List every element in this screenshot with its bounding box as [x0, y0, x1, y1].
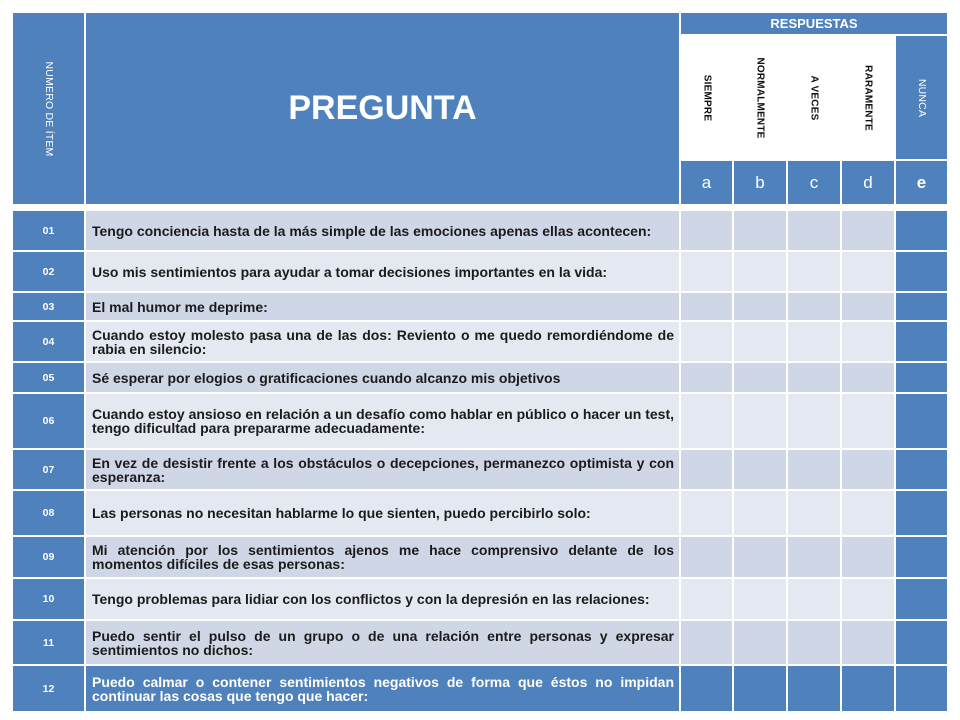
- question-text-label: Mi atención por los sentimientos ajenos me hace comprensivo delante de los momentos difíciles de esas personas:: [92, 542, 674, 572]
- answer-cell-nunca[interactable]: [895, 321, 948, 362]
- question-text-label: En vez de desistir frente a los obstáculos o decepciones, permanezco optimista y con esperanza:: [92, 454, 674, 485]
- answer-cell-nunca[interactable]: [895, 210, 948, 251]
- item-number-header: [12, 12, 85, 205]
- answer-cell-raramente[interactable]: [841, 321, 895, 362]
- question-text-label: Sé esperar por elogios o gratificaciones cuando alcanzo mis objetivos: [92, 369, 561, 386]
- question-text-label: Uso mis sentimientos para ayudar a tomar decisiones importantes en la vida:: [92, 263, 608, 280]
- answer-cell-nunca[interactable]: [895, 292, 948, 321]
- item-number: 09: [12, 536, 85, 578]
- question-text: [85, 393, 680, 449]
- answer-cell-siempre[interactable]: [680, 251, 733, 292]
- question-text-label: Tengo conciencia hasta de la más simple de las emociones apenas ellas acontecen:: [92, 222, 652, 239]
- answer-cell-a-veces[interactable]: [787, 536, 841, 578]
- answer-cell-normalmente[interactable]: [733, 490, 787, 536]
- letter-e: e: [895, 160, 948, 205]
- answer-cell-a-veces[interactable]: [787, 251, 841, 292]
- answer-cell-a-veces[interactable]: [787, 449, 841, 490]
- option-normalmente-header: [733, 35, 787, 160]
- answer-cell-normalmente[interactable]: [733, 292, 787, 321]
- answer-cell-nunca[interactable]: [895, 449, 948, 490]
- item-number-header-label: NUMERO DE ÍTEM: [42, 61, 55, 156]
- answer-cell-raramente[interactable]: [841, 536, 895, 578]
- option-siempre-header: [680, 35, 733, 160]
- answer-cell-a-veces[interactable]: [787, 665, 841, 712]
- answer-cell-a-veces[interactable]: [787, 490, 841, 536]
- answer-cell-raramente[interactable]: [841, 449, 895, 490]
- answer-cell-siempre[interactable]: [680, 536, 733, 578]
- answer-cell-normalmente[interactable]: [733, 578, 787, 620]
- answer-cell-siempre[interactable]: [680, 665, 733, 712]
- answer-cell-raramente[interactable]: [841, 251, 895, 292]
- option-normalmente-label: NORMALMENTE: [754, 56, 766, 139]
- option-nunca-header: [895, 35, 948, 160]
- answer-cell-nunca[interactable]: [895, 490, 948, 536]
- answer-cell-siempre[interactable]: [680, 620, 733, 665]
- answer-cell-raramente[interactable]: [841, 620, 895, 665]
- question-text-label: Tengo problemas para lidiar con los conflictos y con la depresión en las relaciones:: [92, 591, 650, 607]
- question-text-label: El mal humor me deprime:: [92, 298, 268, 315]
- question-text: [85, 490, 680, 536]
- question-text: [85, 362, 680, 393]
- answer-cell-siempre[interactable]: [680, 490, 733, 536]
- option-siempre-label: SIEMPRE: [701, 74, 712, 121]
- answer-cell-a-veces[interactable]: [787, 578, 841, 620]
- question-text: [85, 536, 680, 578]
- answer-cell-normalmente[interactable]: [733, 393, 787, 449]
- answer-cell-normalmente[interactable]: [733, 210, 787, 251]
- answer-cell-siempre[interactable]: [680, 210, 733, 251]
- answer-cell-nunca[interactable]: [895, 620, 948, 665]
- question-text-label: Cuando estoy molesto pasa una de las dos: Reviento o me quedo remordiéndome de rabia en silencio:: [92, 326, 674, 357]
- item-number: 04: [12, 321, 85, 362]
- answer-cell-a-veces[interactable]: [787, 362, 841, 393]
- answer-cell-a-veces[interactable]: [787, 393, 841, 449]
- answer-cell-raramente[interactable]: [841, 490, 895, 536]
- answer-cell-a-veces[interactable]: [787, 210, 841, 251]
- question-text: [85, 210, 680, 251]
- letter-a: a: [680, 160, 733, 205]
- answer-cell-raramente[interactable]: [841, 210, 895, 251]
- option-a-veces-header: [787, 35, 841, 160]
- item-number: 01: [12, 210, 85, 251]
- question-text: [85, 449, 680, 490]
- question-text: [85, 665, 680, 712]
- answer-cell-nunca[interactable]: [895, 665, 948, 712]
- answer-cell-siempre[interactable]: [680, 292, 733, 321]
- answer-cell-nunca[interactable]: [895, 536, 948, 578]
- question-text-label: Puedo calmar o contener sentimientos negativos de forma que éstos no impidan continuar las cosas que tengo que hacer:: [92, 673, 674, 704]
- item-number: 06: [12, 393, 85, 449]
- question-text: [85, 578, 680, 620]
- answer-cell-siempre[interactable]: [680, 578, 733, 620]
- responses-header-label: RESPUESTAS: [770, 16, 858, 31]
- answer-cell-nunca[interactable]: [895, 393, 948, 449]
- answer-cell-a-veces[interactable]: [787, 292, 841, 321]
- answer-cell-a-veces[interactable]: [787, 321, 841, 362]
- letter-b: b: [733, 160, 787, 205]
- responses-header: [680, 12, 948, 35]
- answer-cell-a-veces[interactable]: [787, 620, 841, 665]
- item-number: 10: [12, 578, 85, 620]
- question-text: [85, 251, 680, 292]
- option-a-veces-label: A VECES: [808, 75, 820, 120]
- letter-d: d: [841, 160, 895, 205]
- answer-cell-raramente[interactable]: [841, 393, 895, 449]
- answer-cell-raramente[interactable]: [841, 292, 895, 321]
- answer-cell-nunca[interactable]: [895, 578, 948, 620]
- item-number: 02: [12, 251, 85, 292]
- answer-cell-siempre[interactable]: [680, 449, 733, 490]
- question-header: [85, 12, 680, 205]
- item-number: 11: [12, 620, 85, 665]
- answer-cell-siempre[interactable]: [680, 321, 733, 362]
- item-number: 08: [12, 490, 85, 536]
- answer-cell-siempre[interactable]: [680, 362, 733, 393]
- question-text-label: Las personas no necesitan hablarme lo que sienten, puedo percibirlo solo:: [92, 505, 591, 521]
- answer-cell-normalmente[interactable]: [733, 665, 787, 712]
- option-raramente-label: RARAMENTE: [862, 64, 874, 131]
- answer-cell-nunca[interactable]: [895, 362, 948, 393]
- item-number: 07: [12, 449, 85, 490]
- letter-c: c: [787, 160, 841, 205]
- option-raramente-header: [841, 35, 895, 160]
- answer-cell-normalmente[interactable]: [733, 321, 787, 362]
- answer-cell-nunca[interactable]: [895, 251, 948, 292]
- question-text-label: Puedo sentir el pulso de un grupo o de una relación entre personas y expresar sentimientos no dichos:: [92, 627, 674, 658]
- answer-cell-siempre[interactable]: [680, 393, 733, 449]
- question-text: [85, 620, 680, 665]
- answer-cell-normalmente[interactable]: [733, 362, 787, 393]
- question-text-label: Cuando estoy ansioso en relación a un desafío como hablar en público o hacer un test, tengo dificultad para prepararme adecuadamente:: [92, 406, 674, 436]
- answer-cell-raramente[interactable]: [841, 362, 895, 393]
- item-number: 03: [12, 292, 85, 321]
- answer-cell-normalmente[interactable]: [733, 536, 787, 578]
- answer-cell-normalmente[interactable]: [733, 251, 787, 292]
- answer-cell-normalmente[interactable]: [733, 449, 787, 490]
- answer-cell-raramente[interactable]: [841, 665, 895, 712]
- item-number: 05: [12, 362, 85, 393]
- answer-cell-normalmente[interactable]: [733, 620, 787, 665]
- option-nunca-label: NUNCA: [915, 78, 928, 117]
- question-text: [85, 321, 680, 362]
- question-text: [85, 292, 680, 321]
- item-number: 12: [12, 665, 85, 712]
- question-header-label: PREGUNTA: [288, 89, 477, 127]
- answer-cell-raramente[interactable]: [841, 578, 895, 620]
